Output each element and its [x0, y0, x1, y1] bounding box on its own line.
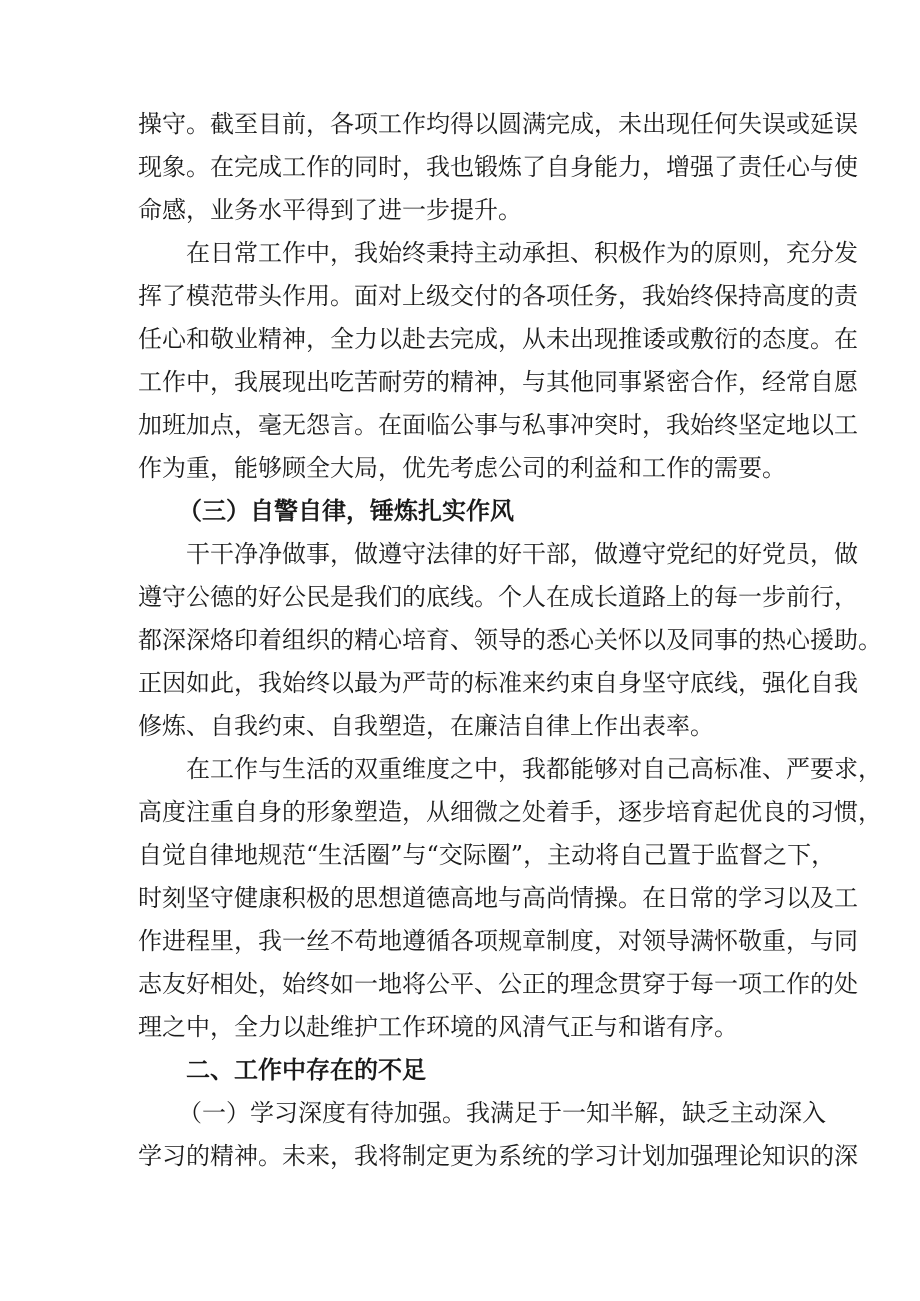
paragraph-line: 自觉自律地规范“生活圈”与“交际圈”，主动将自己置于监督之下， [138, 841, 836, 869]
paragraph-line: 命感，业务水平得到了进一步提升。 [138, 196, 522, 224]
paragraph-line: 高度注重自身的形象塑造，从细微之处着手，逐步培育起优良的习惯， [138, 798, 882, 826]
paragraph-line: 干干净净做事，做遵守法律的好干部，做遵守党纪的好党员，做 [186, 540, 858, 568]
section-heading: 二、工作中存在的不足 [186, 1056, 426, 1084]
paragraph-line: 理之中，全力以赴维护工作环境的风清气正与和谐有序。 [138, 1013, 738, 1041]
paragraph-line: 作为重，能够顾全大局，优先考虑公司的利益和工作的需要。 [138, 454, 786, 482]
paragraph-line: 在日常工作中，我始终秉持主动承担、积极作为的原则，充分发 [186, 239, 858, 267]
paragraph-line: （一）学习深度有待加强。我满足于一知半解，缺乏主动深入 [178, 1099, 826, 1127]
paragraph-line: 遵守公德的好公民是我们的底线。个人在成长道路上的每一步前行， [138, 583, 858, 611]
paragraph-line: 挥了模范带头作用。面对上级交付的各项任务，我始终保持高度的责 [138, 282, 858, 310]
paragraph-line: 任心和敬业精神，全力以赴去完成，从未出现推诿或敷衍的态度。在 [138, 325, 858, 353]
section-heading: （三）自警自律，锤炼扎实作风 [178, 497, 514, 525]
paragraph-line: 正因如此，我始终以最为严苛的标准来约束自身坚守底线，强化自我 [138, 669, 858, 697]
paragraph-line: 学习的精神。未来，我将制定更为系统的学习计划加强理论知识的深 [138, 1142, 858, 1170]
paragraph-line: 志友好相处，始终如一地将公平、公正的理念贯穿于每一项工作的处 [138, 970, 858, 998]
paragraph-line: 操守。截至目前，各项工作均得以圆满完成，未出现任何失误或延误 [138, 110, 858, 138]
paragraph-line: 修炼、自我约束、自我塑造，在廉洁自律上作出表率。 [138, 712, 714, 740]
paragraph-line: 作进程里，我一丝不苟地遵循各项规章制度，对领导满怀敬重，与同 [138, 927, 858, 955]
paragraph-line: 工作中，我展现出吃苦耐劳的精神，与其他同事紧密合作，经常自愿 [138, 368, 858, 396]
paragraph-line: 都深深烙印着组织的精心培育、领导的悉心关怀以及同事的热心援助。 [138, 626, 882, 654]
paragraph-line: 现象。在完成工作的同时，我也锻炼了自身能力，增强了责任心与使 [138, 153, 858, 181]
paragraph-line: 在工作与生活的双重维度之中，我都能够对自己高标准、严要求， [186, 755, 882, 783]
paragraph-line: 时刻坚守健康积极的思想道德高地与高尚情操。在日常的学习以及工 [138, 884, 858, 912]
paragraph-line: 加班加点，毫无怨言。在面临公事与私事冲突时，我始终坚定地以工 [138, 411, 858, 439]
